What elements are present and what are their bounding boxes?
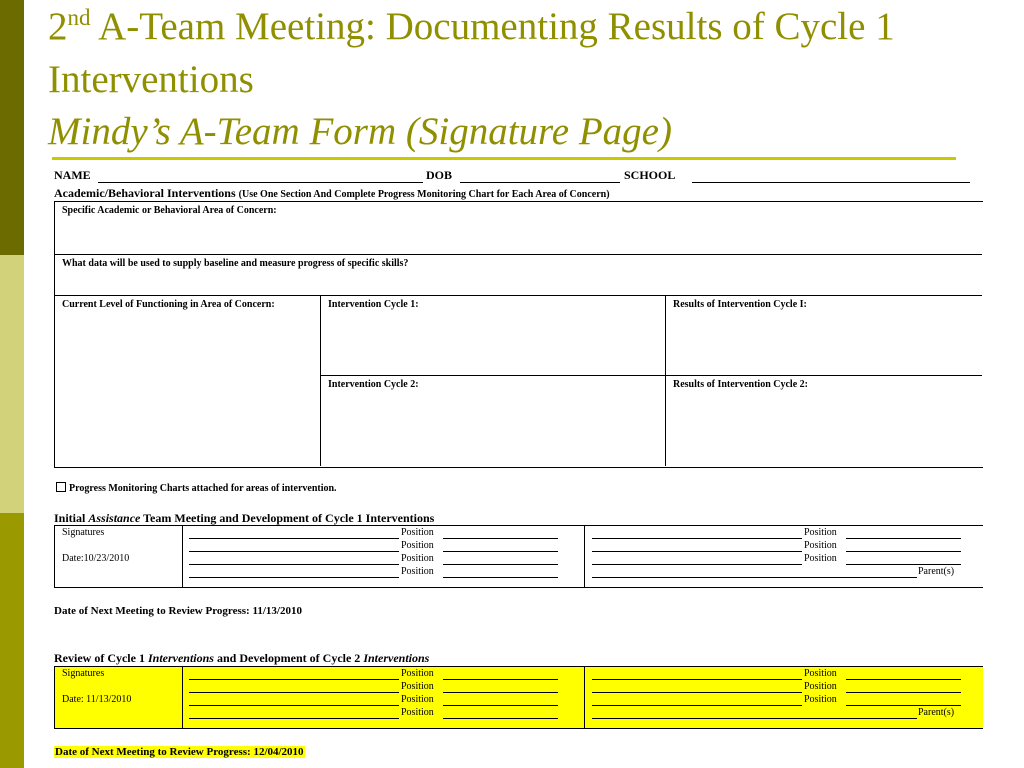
sig-line [189, 564, 399, 565]
parent-sig-line [592, 577, 917, 578]
sig-line [189, 577, 399, 578]
position-line [846, 538, 961, 539]
school-line [692, 182, 970, 183]
position-label: Position [401, 694, 434, 705]
position-label: Position [401, 527, 434, 538]
position-label: Position [804, 553, 837, 564]
review-col-divider-1 [182, 666, 183, 728]
review-col-divider-2 [584, 666, 585, 728]
position-line [443, 718, 558, 719]
position-label: Position [401, 681, 434, 692]
sig-line [189, 538, 399, 539]
results1-label: Results of Intervention Cycle I: [673, 299, 807, 310]
sig-line [592, 538, 802, 539]
area-of-concern-label: Specific Academic or Behavioral Area of Concern: [62, 205, 277, 216]
parents-label: Parent(s) [918, 707, 955, 718]
position-label: Position [804, 681, 837, 692]
section-note: (Use One Section And Complete Progress Monitoring Chart for Each Area of Concern) [238, 189, 610, 200]
parent-sig-line [592, 718, 917, 719]
position-label: Position [401, 707, 434, 718]
position-line [846, 564, 961, 565]
position-label: Position [804, 668, 837, 679]
position-label: Position [804, 540, 837, 551]
charts-attached-row [56, 482, 337, 494]
dob-label: DOB [426, 168, 453, 182]
position-line [846, 551, 961, 552]
review-date-label: Date: 11/13/2010 [62, 694, 132, 705]
review-heading [54, 651, 429, 666]
slide-subtitle: Mindy’s A-Team Form (Signature Page) [48, 110, 672, 153]
next-meeting-1: Date of Next Meeting to Review Progress: 11/13/2010 [54, 605, 302, 617]
position-line [846, 679, 961, 680]
position-label: Position [401, 540, 434, 551]
sig-line [592, 705, 802, 706]
cycle1-label: Intervention Cycle 1: [328, 299, 419, 310]
data-question-label: What data will be used to supply baseline and measure progress of specific skills? [62, 258, 409, 269]
next-meeting-2: Date of Next Meeting to Review Progress: 12/04/2010 [55, 746, 304, 758]
position-label: Position [804, 527, 837, 538]
charts-attached-checkbox[interactable] [56, 482, 66, 492]
position-line [443, 551, 558, 552]
left-accent-strip-middle [0, 255, 24, 513]
dob-line [460, 182, 620, 183]
review-heading-a: Review of Cycle 1 [54, 651, 145, 665]
sig-line [189, 705, 399, 706]
review-heading-d: Interventions [363, 651, 430, 665]
title-rest: A-Team Meeting: Documenting Results of Cycle 1 Interventions [48, 5, 895, 101]
sig-line [189, 551, 399, 552]
position-line [846, 705, 961, 706]
position-label: Position [401, 668, 434, 679]
initial-col-divider-1 [182, 525, 183, 587]
col-divider-1 [320, 295, 321, 466]
initial-meeting-heading [54, 511, 434, 526]
left-accent-strip-bottom [0, 513, 24, 768]
initial-heading-b: Assistance [88, 511, 141, 525]
sig-line [592, 564, 802, 565]
left-accent-strip-top [0, 0, 24, 255]
position-line [443, 692, 558, 693]
review-heading-c: and Development of Cycle 2 [216, 651, 361, 665]
position-line [443, 538, 558, 539]
sig-line [189, 692, 399, 693]
initial-date-label: Date:10/23/2010 [62, 553, 130, 564]
current-level-label: Current Level of Functioning in Area of Concern: [62, 299, 275, 310]
results2-label: Results of Intervention Cycle 2: [673, 379, 808, 390]
position-line [443, 577, 558, 578]
position-line [443, 564, 558, 565]
school-label: SCHOOL [624, 168, 676, 182]
title-divider [52, 157, 956, 160]
sig-line [592, 551, 802, 552]
row-divider-2 [54, 295, 982, 296]
initial-signatures-label: Signatures [62, 527, 105, 538]
charts-attached-label: Progress Monitoring Charts attached for areas of intervention. [69, 483, 337, 494]
position-line [846, 692, 961, 693]
name-label: NAME [54, 168, 91, 182]
initial-heading-c: Team Meeting and Development of Cycle 1 Interventions [143, 511, 435, 525]
position-line [443, 705, 558, 706]
review-signatures-label: Signatures [62, 668, 105, 679]
right-margin [1004, 0, 1024, 768]
section-heading [54, 186, 610, 201]
row-divider-1 [54, 254, 982, 255]
parents-label: Parent(s) [918, 566, 955, 577]
initial-col-divider-2 [584, 525, 585, 587]
title-superscript: nd [67, 5, 91, 30]
position-label: Position [804, 694, 837, 705]
row-divider-3 [320, 375, 982, 376]
position-label: Position [401, 553, 434, 564]
intervention-table [54, 201, 983, 468]
initial-signature-table [54, 525, 983, 588]
slide-title [48, 0, 998, 106]
position-label: Position [401, 566, 434, 577]
sig-line [189, 679, 399, 680]
title-prefix: 2 [48, 5, 68, 48]
sig-line [592, 692, 802, 693]
cycle2-label: Intervention Cycle 2: [328, 379, 419, 390]
review-heading-b: Interventions [147, 651, 214, 665]
sig-line [592, 679, 802, 680]
col-divider-2 [665, 295, 666, 466]
initial-heading-a: Initial [54, 511, 86, 525]
sig-line [189, 718, 399, 719]
review-signature-table [54, 666, 983, 729]
section-heading-text: Academic/Behavioral Interventions [54, 186, 236, 200]
name-line [98, 182, 423, 183]
position-line [443, 679, 558, 680]
